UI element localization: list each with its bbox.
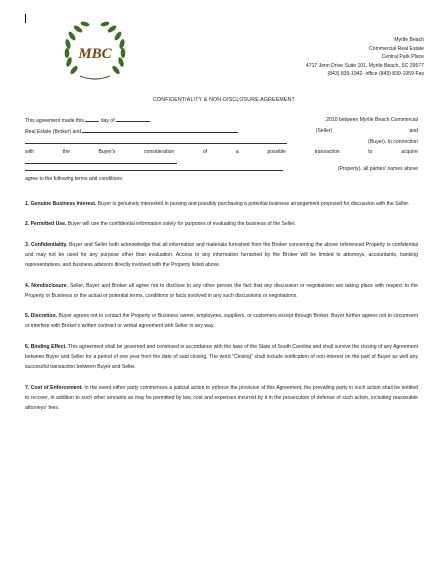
intro-text: day of — [100, 118, 115, 124]
intro-line — [25, 137, 418, 147]
property-blank-1[interactable] — [25, 157, 177, 164]
section-paragraph — [25, 199, 418, 209]
intro-line — [25, 126, 418, 137]
intro-text: (Property), all parties' names above — [337, 166, 418, 173]
text-cursor — [25, 14, 26, 23]
buyer-blank[interactable] — [25, 137, 287, 144]
section-paragraph — [25, 281, 418, 301]
intro-word: possible — [267, 149, 287, 156]
company-header — [306, 36, 424, 79]
agreement-section — [25, 311, 418, 331]
agreement-section — [25, 240, 418, 270]
intro-word: Buyer's — [98, 149, 116, 156]
section-heading: 2. Permitted Use. — [25, 221, 67, 228]
intro-word: acquire — [401, 149, 418, 156]
agreement-section — [25, 199, 418, 209]
section-paragraph — [25, 240, 418, 270]
section-heading: 6. Binding Effect. — [25, 343, 67, 350]
agreement-section — [25, 383, 418, 413]
intro-text: and — [409, 128, 418, 135]
month-blank[interactable] — [116, 115, 150, 122]
header-line: Myrtle Beach — [394, 37, 424, 43]
intro-line — [25, 157, 418, 164]
agreement-section — [25, 342, 418, 372]
section-text: This agreement shall be governed and construed in accordance with the laws of the State of South Carolina and shall survive the closing of any Agreement between Buyer and Seller for a period of one year from the date of said closing. The word "Closing" shall include notification of non-interest on the part of Buyer as well any successful transaction between Buyer and Seller. — [25, 343, 418, 371]
intro-line — [25, 147, 418, 157]
intro-line — [25, 115, 418, 126]
seller-blank[interactable] — [82, 126, 238, 133]
section-text: Buyer and Seller both acknowledge that all information and materials furnished from the Broker concerning the above referenced Property is confidential and may not be used for any purpose other than evaluation. Access to any information furnished by the Broker will be limited to attorneys, accountants, banking representatives, and business advisors directly involved with the Property listed above. — [25, 241, 418, 268]
section-heading: 3. Confidentiality. — [25, 241, 68, 248]
intro-text: Real Estate (Broker) and — [25, 129, 82, 136]
header-line: 4717 Jenn Drive Suite 101, Myrtle Beach, SC 29577 — [305, 62, 424, 69]
intro-text: (Buyer). In connection — [368, 139, 418, 146]
section-heading: 7. Cost of Enforcement. — [25, 384, 83, 391]
header-line: Commercial Real Estate — [369, 45, 424, 52]
intro-word: the — [62, 149, 70, 156]
intro-text: agree to the following terms and conditions: — [25, 176, 124, 183]
section-text: Buyer is genuinely interested in pursing and possibly purchasing a potential business arrangement proposed for discussion with the Seller. — [96, 200, 410, 207]
intro-text: This agreement made this — [25, 118, 84, 124]
document-body — [25, 115, 418, 413]
section-text: Buyer will use the confidential information solely for purposes of evaluating the business of the Seller. — [66, 221, 296, 228]
header-line: (843) 839-1942- office (843) 839-1959-Fax — [327, 71, 424, 77]
day-blank[interactable] — [85, 115, 99, 122]
header-line: Central Park Place — [381, 54, 424, 60]
section-heading: 4. Nondisclosure. — [25, 282, 69, 289]
intro-text: (Seller) — [315, 128, 333, 135]
section-text: Buyer agrees not to contact the Property or Business owner, employees, suppliers, or customers except through Broker. Buyer further agrees not to circumvent or interfere with Broker's written contract or verbal agreement with Seller in any way. — [25, 313, 418, 330]
intro-word: to — [368, 149, 373, 156]
intro-line — [25, 164, 418, 174]
section-heading: 5. Discretion. — [25, 313, 58, 320]
section-paragraph — [25, 342, 418, 372]
mbc-logo — [58, 18, 132, 88]
logo-text: MBC — [78, 46, 112, 62]
document-title: CONFIDENTIALITY & NON-DISCLOSURE AGREEMENT — [153, 97, 295, 103]
agreement-section — [25, 219, 418, 229]
intro-word: a — [235, 149, 239, 156]
agreement-section — [25, 281, 418, 301]
section-paragraph — [25, 311, 418, 331]
sections — [25, 199, 418, 413]
section-paragraph — [25, 383, 418, 413]
section-text: Seller, Buyer and Broker all agree not to disclose to any other person the fact that any discussion or negotiations are taking place with respect to the Property or Business or the actual or potential terms, conditions or facts involved in any such discussions or negotiations. — [25, 282, 418, 299]
section-paragraph — [25, 219, 418, 229]
section-heading: 1. Genuine Business Interest. — [25, 200, 97, 207]
section-text: In the event either party commences a judicial action to enforce the provision of this Agreement, the prevailing party in such action shall be entitled to recover, in addition to such other amounts as may be permitted by law, cost and expenses incurred by it in the prosecution of defense of such action, including reasonable attorneys' fees. — [25, 384, 418, 411]
intro-text: ,2010 between Myrtle Beach Commercial — [324, 117, 418, 123]
intro-word: consideration — [143, 149, 175, 156]
intro-word: of — [202, 149, 208, 156]
intro-word: transaction — [314, 149, 340, 156]
property-blank-2[interactable] — [25, 164, 283, 171]
intro-word: with — [25, 149, 35, 156]
